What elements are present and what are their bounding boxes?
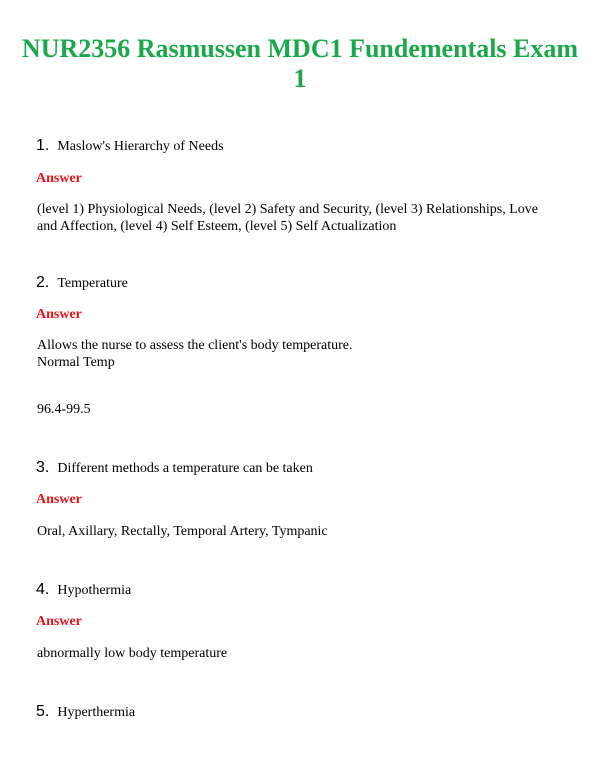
question-number: 5. <box>36 703 50 720</box>
question-number: 3. <box>36 459 50 476</box>
question-number: 2. <box>36 274 50 291</box>
answer-text: (level 1) Physiological Needs, (level 2) Safety and Security, (level 3) Relationships, Love and Affection, (level 4) Self Esteem, (level 5) Self Actualization <box>37 202 539 234</box>
question-text: Different methods a temperature can be taken <box>57 461 313 476</box>
question-text: Maslow's Hierarchy of Needs <box>57 139 224 154</box>
answer-label: Answer <box>36 307 82 322</box>
question-5 <box>36 703 135 721</box>
answer-text: 96.4-99.5 <box>37 402 91 417</box>
answer-text: Allows the nurse to assess the client's body temperature. <box>37 338 353 353</box>
question-3 <box>36 459 313 477</box>
document-title: NUR2356 Rasmussen MDC1 Fundementals Exam 1 <box>21 34 579 93</box>
answer-text: Normal Temp <box>37 355 115 370</box>
question-number: 1. <box>36 137 50 154</box>
answer-label: Answer <box>36 492 82 507</box>
answer-label: Answer <box>36 614 82 629</box>
answer-label: Answer <box>36 171 82 186</box>
question-2 <box>36 274 128 292</box>
question-4 <box>36 581 131 599</box>
question-1 <box>36 137 224 155</box>
question-number: 4. <box>36 581 50 598</box>
answer-text: abnormally low body temperature <box>37 646 228 661</box>
question-text: Hyperthermia <box>57 705 136 720</box>
question-text: Temperature <box>57 276 128 291</box>
question-text: Hypothermia <box>57 583 132 598</box>
answer-text: Oral, Axillary, Rectally, Temporal Artery, Tympanic <box>37 524 328 539</box>
